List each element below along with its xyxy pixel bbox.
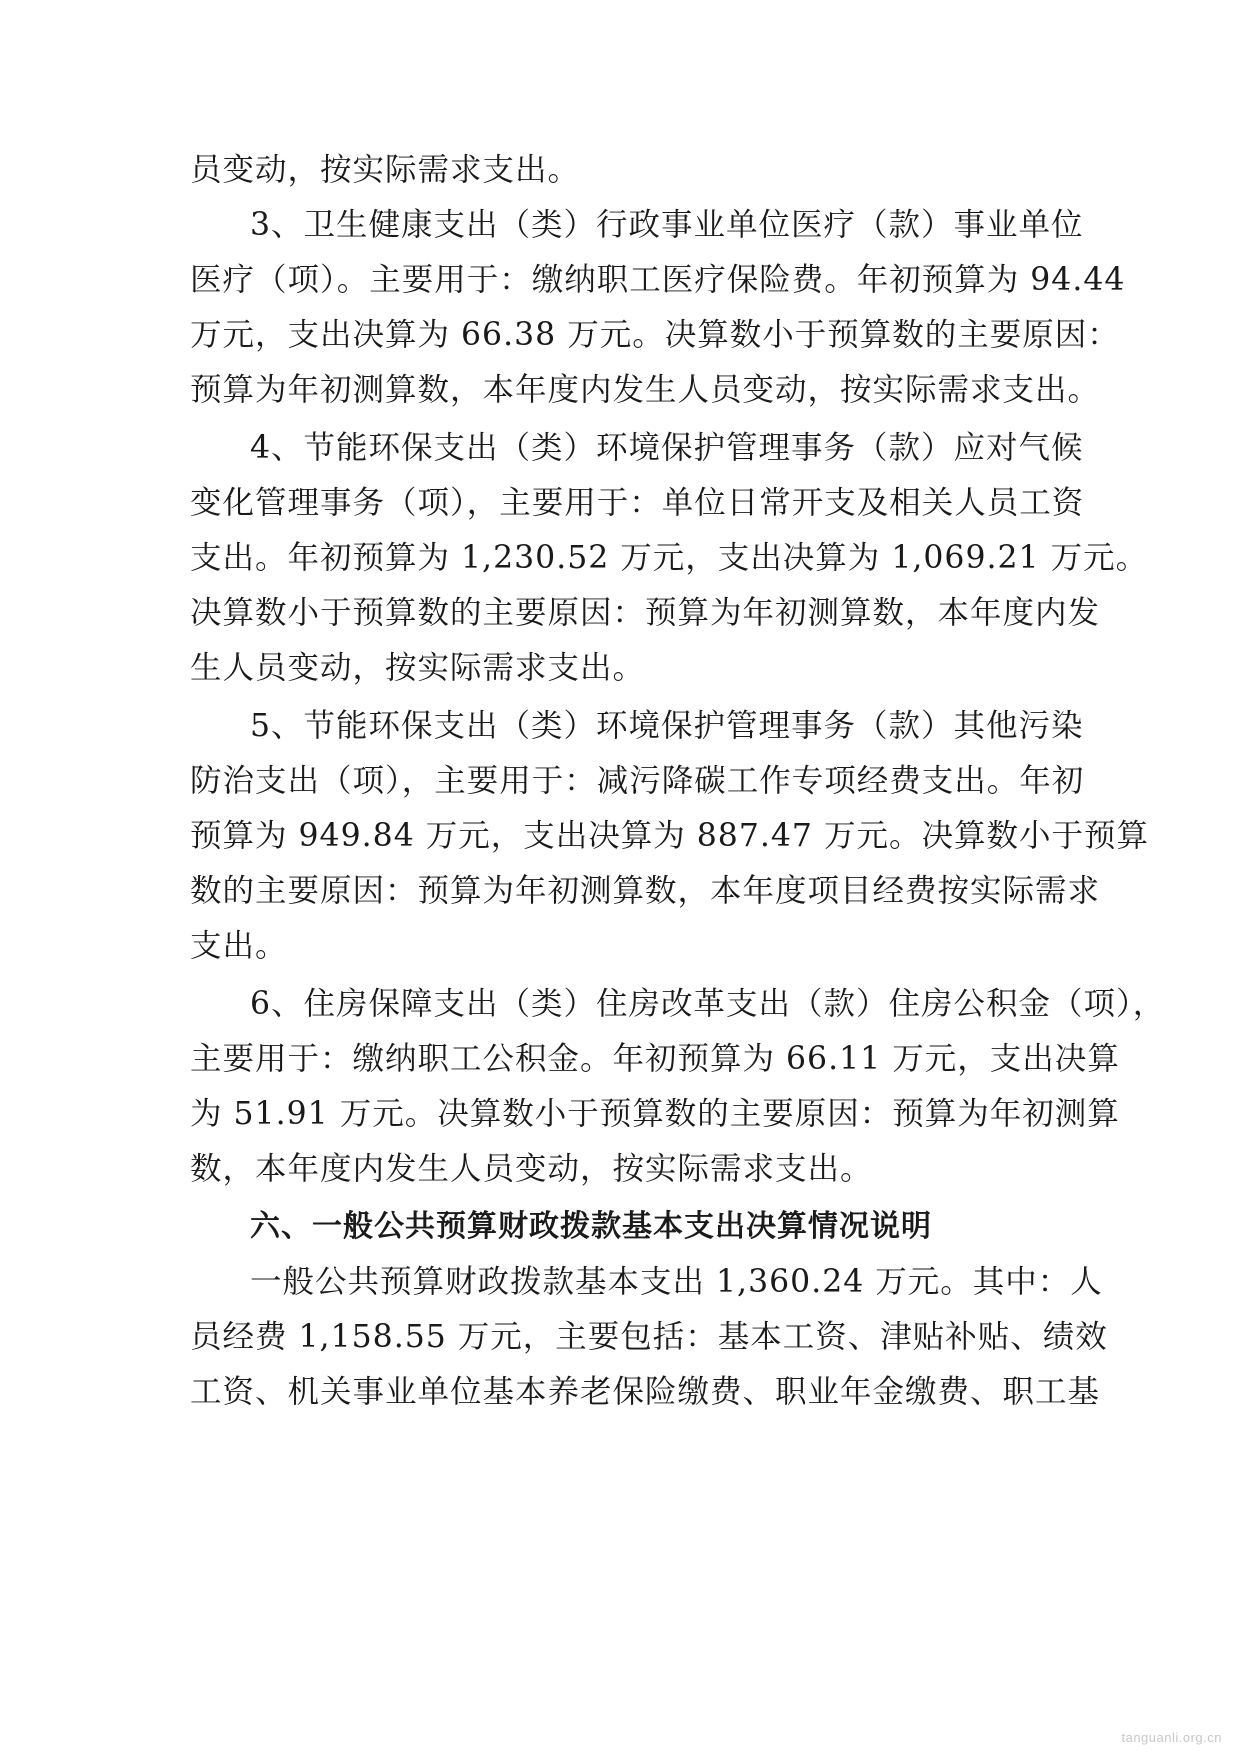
- item-5-line-2: 防治支出（项），主要用于：减污降碳工作专项经费支出。年初: [190, 763, 1085, 799]
- item-3-line-1: 3、卫生健康支出（类）行政事业单位医疗（款）事业单位: [250, 207, 1084, 243]
- section-para-line-3: 工资、机关事业单位基本养老保险缴费、职业年金缴费、职工基: [190, 1374, 1101, 1410]
- item-3-line-3: 万元，支出决算为 66.38 万元。决算数小于预算数的主要原因：: [190, 317, 1120, 353]
- item-5-line-5: 支出。: [190, 928, 288, 964]
- item-4-line-5: 生人员变动，按实际需求支出。: [190, 650, 646, 686]
- section-heading: 六、一般公共预算财政拨款基本支出决算情况说明: [250, 1209, 932, 1244]
- text-line-continuation: 员变动，按实际需求支出。: [190, 152, 581, 188]
- item-6-line-1: 6、住房保障支出（类）住房改革支出（款）住房公积金（项），: [250, 986, 1166, 1022]
- item-4-line-4: 决算数小于预算数的主要原因：预算为年初测算数，本年度内发: [190, 595, 1101, 631]
- item-3-line-4: 预算为年初测算数，本年度内发生人员变动，按实际需求支出。: [190, 372, 1101, 408]
- section-para-line-1: 一般公共预算财政拨款基本支出 1,360.24 万元。其中：人: [250, 1264, 1103, 1300]
- item-4-line-2: 变化管理事务（项），主要用于：单位日常开支及相关人员工资: [190, 485, 1085, 521]
- item-6-line-2: 主要用于：缴纳职工公积金。年初预算为 66.11 万元，支出决算: [190, 1041, 1120, 1077]
- item-4-line-1: 4、节能环保支出（类）环境保护管理事务（款）应对气候: [250, 430, 1084, 466]
- section-para-line-2: 员经费 1,158.55 万元，主要包括：基本工资、津贴补贴、绩效: [190, 1319, 1108, 1355]
- item-5-line-1: 5、节能环保支出（类）环境保护管理事务（款）其他污染: [250, 708, 1084, 744]
- watermark: tanguanli.org.cn: [1121, 1730, 1222, 1745]
- item-6-line-4: 数，本年度内发生人员变动，按实际需求支出。: [190, 1151, 873, 1187]
- item-5-line-4: 数的主要原因：预算为年初测算数，本年度项目经费按实际需求: [190, 873, 1101, 909]
- item-6-line-3: 为 51.91 万元。决算数小于预算数的主要原因：预算为年初测算: [190, 1096, 1120, 1132]
- item-3-line-2: 医疗（项）。主要用于：缴纳职工医疗保险费。年初预算为 94.44: [190, 262, 1126, 298]
- item-4-line-3: 支出。年初预算为 1,230.52 万元，支出决算为 1,069.21 万元。: [190, 540, 1149, 576]
- item-5-line-3: 预算为 949.84 万元，支出决算为 887.47 万元。决算数小于预算: [190, 818, 1149, 854]
